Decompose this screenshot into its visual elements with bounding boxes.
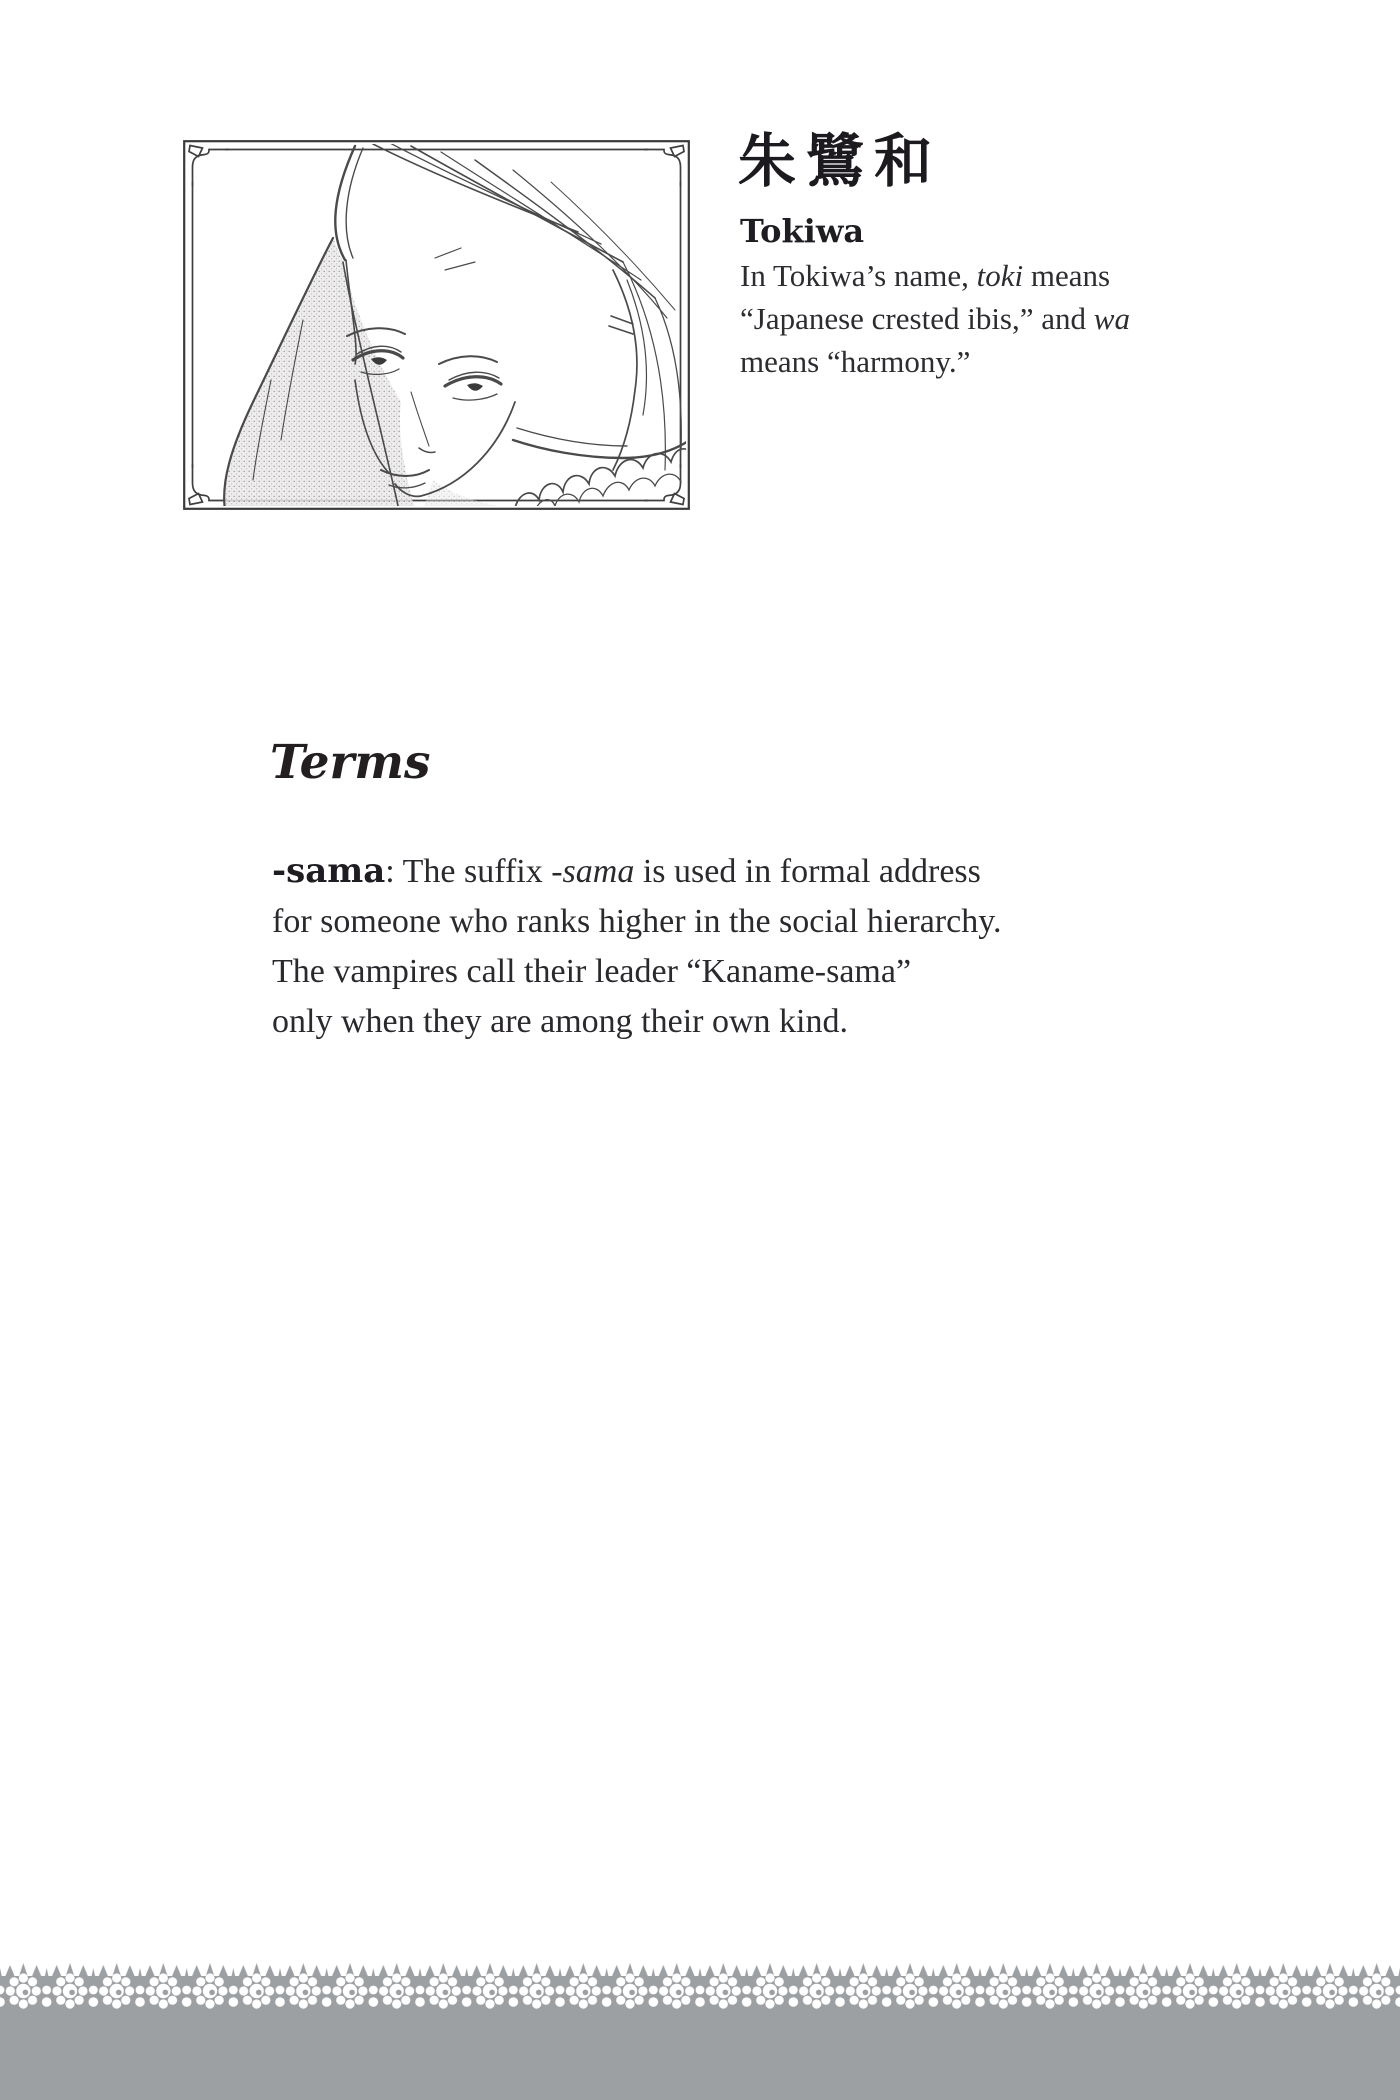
kanji-title: 朱鷺和 bbox=[738, 127, 943, 195]
portrait-line-art bbox=[224, 142, 690, 510]
terms-heading: Terms bbox=[270, 735, 431, 790]
character-description bbox=[740, 254, 1130, 383]
term-line-1: -sama: The suffix -sama is used in formal address bbox=[272, 851, 981, 891]
term-line-4: only when they are among their own kind. bbox=[272, 1003, 848, 1040]
character-portrait-illustration bbox=[183, 140, 690, 510]
term-word: -sama bbox=[272, 851, 386, 891]
term-line-3: The vampires call their leader “Kaname-sama” bbox=[272, 953, 912, 990]
eye-iris bbox=[467, 383, 483, 391]
term-line-2: for someone who ranks higher in the social hierarchy. bbox=[272, 903, 1002, 940]
lace-border bbox=[0, 1960, 1400, 2100]
term-definition bbox=[272, 846, 1002, 1047]
description-line-3: means “harmony.” bbox=[740, 344, 971, 379]
description-line-1: In Tokiwa’s name, toki means bbox=[740, 258, 1111, 293]
description-line-2: “Japanese crested ibis,” and wa bbox=[740, 301, 1130, 336]
character-name: Tokiwa bbox=[740, 212, 865, 250]
